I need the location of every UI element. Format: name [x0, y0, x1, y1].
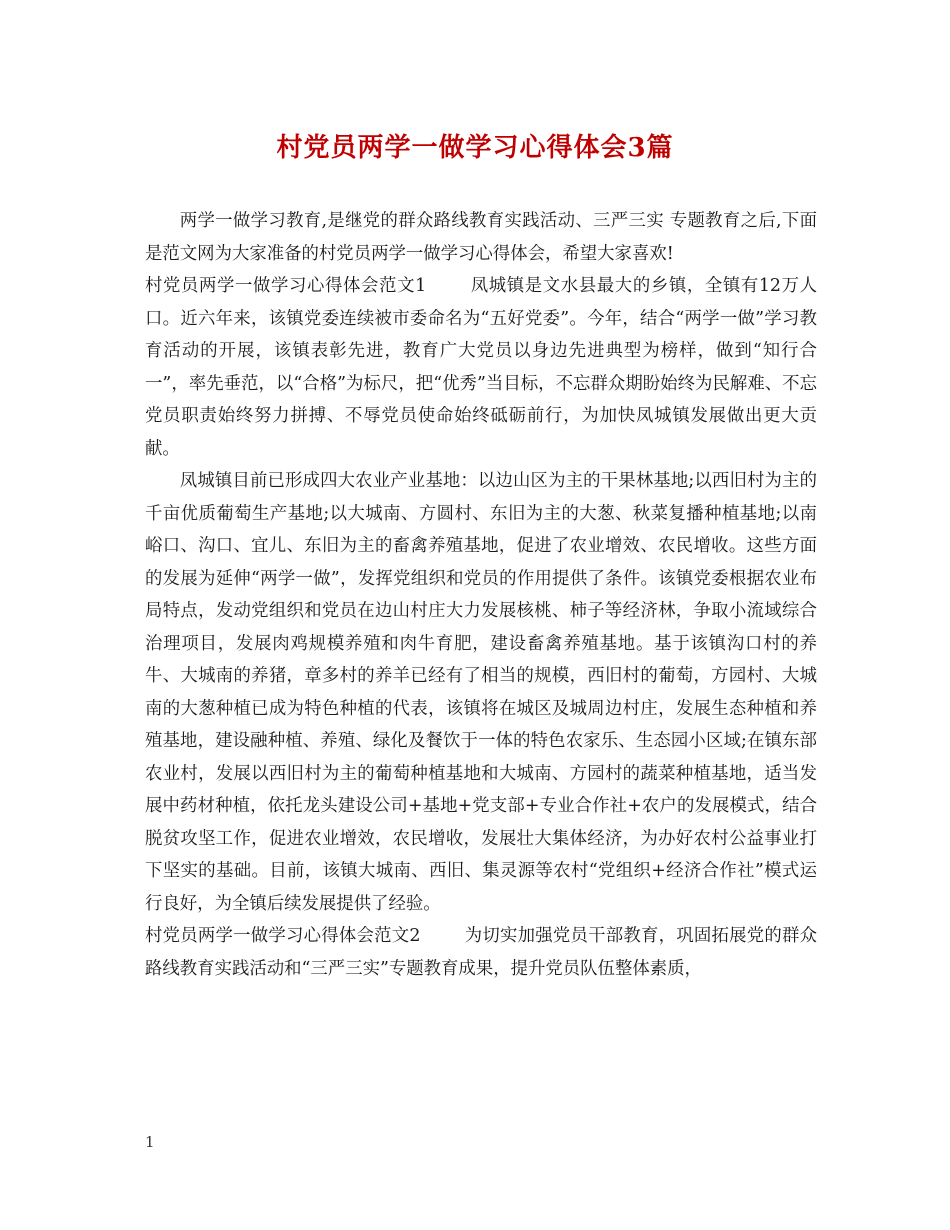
sample-1-paragraph [145, 270, 817, 465]
intro-paragraph: 两学一做学习教育,是继党的群众路线教育实践活动、三严三实 专题教育之后,下面是范文网为大家准备的村党员两学一做学习心得体会，希望大家喜欢! [145, 211, 817, 264]
sample-1-text: 凤城镇是文水县最大的乡镇，全镇有12万人口。近六年来，该镇党委连续被市委命名为“五好党委”。今年，结合“两学一做”学习教育活动的开展，该镇表彰先进，教育广大党员以身边先进典型为榜样，做到“知行合一”，率先垂范，以“合格”为标尺，把“优秀”当目标，不忘群众期盼始终为民解难、不忘党员职责始终努力拼搏、不辱党员使命始终砥砺前行，为加快凤城镇发展做出更大贡献。 [145, 276, 817, 459]
sample-2-heading: 村党员两学一做学习心得体会范文2 [145, 926, 421, 946]
document-title: 村党员两学一做学习心得体会3篇 [276, 133, 674, 163]
agriculture-paragraph: 凤城镇目前已形成四大农业产业基地：以边山区为主的干果林基地;以西旧村为主的千亩优质葡萄生产基地;以大城南、方圆村、东旧为主的大葱、秋菜复播种植基地;以南峪口、沟口、宜儿、东旧为主的畜禽养殖基地，促进了农业增效、农民增收。这些方面的发展为延伸“两学一做”，发挥党组织和党员的作用提供了条件。该镇党委根据农业布局特点，发动党组织和党员在边山村庄大力发展核桃、柿子等经济林，争取小流域综合治理项目，发展肉鸡规模养殖和肉牛育肥，建设畜禽养殖基地。基于该镇沟口村的养牛、大城南的养猪，章多村的养羊已经有了相当的规模，西旧村的葡萄，方园村、大城南的大葱种植已成为特色种植的代表，该镇将在城区及城周边村庄，发展生态种植和养殖基地，建设融种植、养殖、绿化及餐饮于一体的特色农家乐、生态园小区域;在镇东部农业村，发展以西旧村为主的葡萄种植基地和大城南、方园村的蔬菜种植基地，适当发展中药材种植，依托龙头建设公司+基地+党支部+专业合作社+农户的发展模式，结合脱贫攻坚工作，促进农业增效，农民增收，发展壮大集体经济，为办好农村公益事业打下坚实的基础。目前，该镇大城南、西旧、集灵源等农村“党组织+经济合作社”模式运行良好，为全镇后续发展提供了经验。 [145, 471, 817, 914]
page-number: 1 [145, 1133, 155, 1151]
document-body [145, 205, 817, 985]
sample-2-paragraph [145, 920, 817, 985]
sample-1-heading: 村党员两学一做学习心得体会范文1 [145, 276, 427, 296]
sample-2-text: 为切实加强党员干部教育，巩固拓展党的群众路线教育实践活动和“三严三实”专题教育成果，提升党员队伍整体素质， [145, 926, 817, 979]
